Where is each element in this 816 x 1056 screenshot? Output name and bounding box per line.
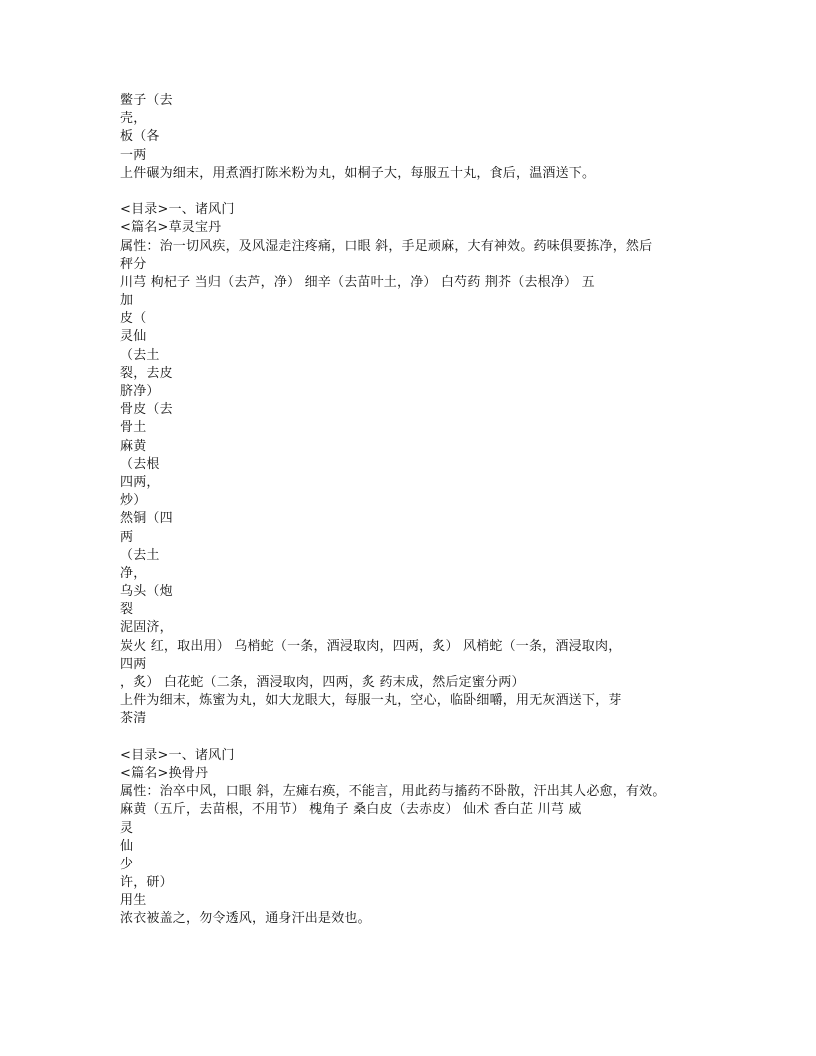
text-line: 茶清: [120, 711, 147, 727]
text-line: 许，研）: [120, 875, 173, 891]
text-line: 灵: [120, 820, 134, 836]
text-line: 上件为细末，炼蜜为丸，如大龙眼大，每服一丸，空心，临卧细嚼，用无灰酒送下，芽: [120, 693, 622, 709]
text-line: 板（各: [120, 129, 160, 145]
text-line: 乌头（炮: [120, 584, 173, 600]
text-line: 泥固济，: [120, 620, 173, 636]
section-title-line: <篇名>草灵宝丹: [120, 220, 222, 236]
text-line: 仙: [120, 838, 134, 854]
text-line: 皮（: [120, 311, 147, 327]
text-line: 骨土: [120, 420, 147, 436]
text-line: （去土: [120, 347, 160, 363]
text-line: 属性：治一切风疾，及风湿走注疼痛，口眼 斜，手足顽麻，大有神效。药味俱要拣净，然后: [120, 238, 653, 254]
text-line: （去根: [120, 456, 160, 472]
text-line: 骨皮（去: [120, 402, 173, 418]
text-line: 浓衣被盖之，勿令透风，通身汗出是效也。: [120, 911, 371, 927]
text-line: 川芎 枸杞子 当归（去芦，净） 细辛（去苗叶土，净） 白芍药 荆芥（去根净） 五: [120, 274, 595, 290]
text-line: 加: [120, 293, 134, 309]
text-line: 脐净）: [120, 384, 160, 399]
text-line: 上件碾为细末，用煮酒打陈米粉为丸，如桐子大，每服五十丸，食后，温酒送下。: [120, 165, 596, 181]
text-line: 用生: [120, 893, 147, 909]
text-line: 裂，去皮: [120, 365, 173, 381]
text-line: （去土: [120, 547, 160, 563]
document-body: [120, 92, 800, 929]
text-line: 秤分: [120, 256, 147, 272]
section-title-line: <篇名>换骨丹: [120, 765, 209, 781]
blank-line: [120, 729, 800, 747]
text-line: ，炙） 白花蛇（二条，酒浸取肉，四两，炙 药末成，然后定蜜分两）: [120, 675, 525, 690]
text-line: 麻黄（五斤，去苗根，不用节） 槐角子 桑白皮（去赤皮） 仙术 香白芷 川芎 威: [120, 802, 582, 818]
text-line: 炒）: [120, 493, 147, 509]
text-line: 鳖子（去: [120, 93, 173, 108]
text-line: 麻黄: [120, 438, 147, 454]
text-line: 四两，: [120, 474, 160, 490]
text-line: 炭火 红，取出用） 乌梢蛇（一条，酒浸取肉，四两，炙） 风梢蛇（一条，酒浸取肉，: [120, 638, 622, 654]
blank-line: [120, 183, 800, 201]
text-line: 两: [120, 529, 134, 545]
text-line: 四两: [120, 656, 147, 672]
text-line: 少: [120, 856, 134, 872]
section-catalog-line: <目录>一、诸风门: [120, 747, 235, 763]
text-line: 灵仙: [120, 329, 147, 345]
text-line: 壳，: [120, 111, 147, 127]
text-line: 净，: [120, 565, 147, 581]
text-line: 裂: [120, 602, 134, 618]
text-line: 然铜（四: [120, 511, 173, 527]
section-catalog-line: <目录>一、诸风门: [120, 202, 235, 218]
text-line: 一两: [120, 147, 147, 163]
text-line: 属性：治卒中风，口眼 斜，左瘫右痪，不能言，用此药与搐药不卧散，汗出其人必愈，有效。: [120, 784, 666, 800]
